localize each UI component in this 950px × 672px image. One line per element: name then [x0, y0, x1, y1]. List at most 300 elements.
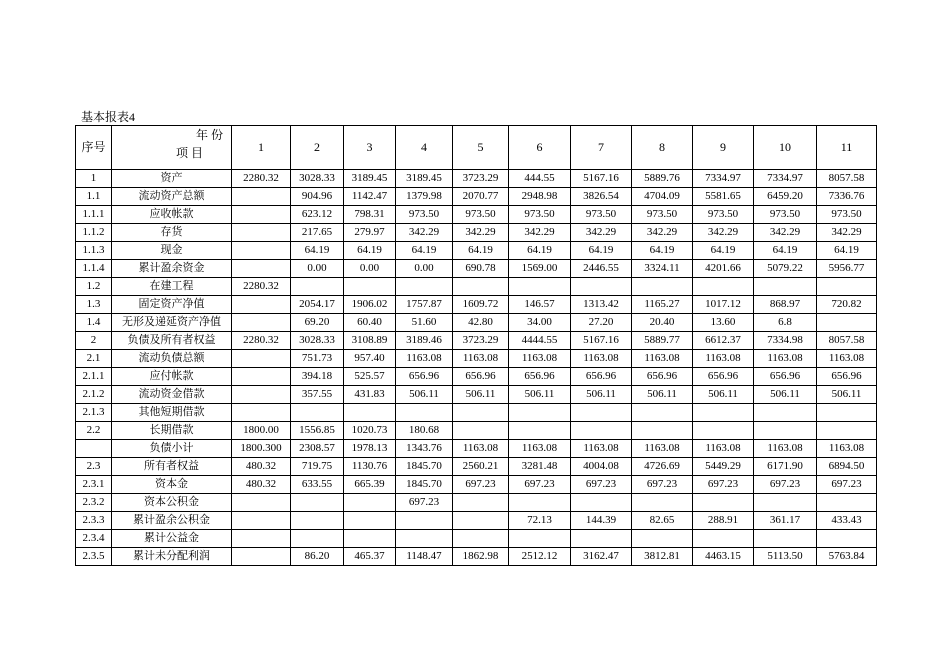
item-cell: 资本金: [112, 476, 232, 494]
value-cell: 1163.08: [396, 350, 453, 368]
year-header-cell: 5: [453, 126, 509, 170]
table-row: [76, 530, 877, 548]
value-cell: [509, 404, 571, 422]
value-cell: 69.20: [291, 314, 344, 332]
value-cell: 480.32: [232, 458, 291, 476]
value-cell: 1163.08: [453, 350, 509, 368]
value-cell: 279.97: [344, 224, 396, 242]
value-cell: [571, 494, 632, 512]
value-cell: 656.96: [571, 368, 632, 386]
value-cell: 973.50: [817, 206, 877, 224]
seq-cell: 2.3.1: [76, 476, 112, 494]
value-cell: [509, 422, 571, 440]
value-cell: 4444.55: [509, 332, 571, 350]
report-caption: 基本报表4: [81, 110, 136, 124]
value-cell: [232, 260, 291, 278]
value-cell: 633.55: [291, 476, 344, 494]
table-row: [76, 368, 877, 386]
value-cell: [232, 206, 291, 224]
item-header-label: 项 目: [176, 146, 204, 160]
value-cell: 64.19: [291, 242, 344, 260]
value-cell: [232, 224, 291, 242]
year-header-cell: 2: [291, 126, 344, 170]
value-cell: [232, 242, 291, 260]
value-cell: 342.29: [509, 224, 571, 242]
value-cell: 3826.54: [571, 188, 632, 206]
value-cell: 1163.08: [817, 350, 877, 368]
value-cell: 1163.08: [817, 440, 877, 458]
value-cell: 5763.84: [817, 548, 877, 566]
corner-header: [112, 126, 232, 170]
value-cell: 217.65: [291, 224, 344, 242]
value-cell: 480.32: [232, 476, 291, 494]
seq-cell: 2.3.5: [76, 548, 112, 566]
value-cell: [817, 404, 877, 422]
value-cell: 1163.08: [693, 440, 754, 458]
value-cell: 5167.16: [571, 332, 632, 350]
value-cell: 973.50: [396, 206, 453, 224]
value-cell: 719.75: [291, 458, 344, 476]
value-cell: 697.23: [693, 476, 754, 494]
value-cell: 506.11: [571, 386, 632, 404]
value-cell: 4463.15: [693, 548, 754, 566]
value-cell: [571, 530, 632, 548]
value-cell: 0.00: [396, 260, 453, 278]
value-cell: 342.29: [693, 224, 754, 242]
seq-cell: [76, 440, 112, 458]
value-cell: 5167.16: [571, 170, 632, 188]
value-cell: [693, 278, 754, 296]
value-cell: 64.19: [571, 242, 632, 260]
value-cell: 3162.47: [571, 548, 632, 566]
item-cell: 无形及递延资产净值: [112, 314, 232, 332]
value-cell: 623.12: [291, 206, 344, 224]
value-cell: 1906.02: [344, 296, 396, 314]
value-cell: 798.31: [344, 206, 396, 224]
value-cell: 973.50: [453, 206, 509, 224]
value-cell: [291, 530, 344, 548]
seq-cell: 1.1.4: [76, 260, 112, 278]
table-row: [76, 422, 877, 440]
value-cell: 751.73: [291, 350, 344, 368]
value-cell: 7334.98: [754, 332, 817, 350]
value-cell: [817, 422, 877, 440]
value-cell: 3028.33: [291, 170, 344, 188]
value-cell: 506.11: [817, 386, 877, 404]
value-cell: [693, 404, 754, 422]
year-header-cell: 6: [509, 126, 571, 170]
value-cell: [571, 422, 632, 440]
value-cell: [509, 278, 571, 296]
value-cell: [291, 404, 344, 422]
value-cell: 1845.70: [396, 458, 453, 476]
value-cell: 656.96: [396, 368, 453, 386]
value-cell: 973.50: [632, 206, 693, 224]
value-cell: 1845.70: [396, 476, 453, 494]
seq-cell: 1.2: [76, 278, 112, 296]
value-cell: 342.29: [817, 224, 877, 242]
value-cell: [232, 530, 291, 548]
value-cell: 5079.22: [754, 260, 817, 278]
value-cell: 3028.33: [291, 332, 344, 350]
value-cell: [344, 494, 396, 512]
value-cell: 34.00: [509, 314, 571, 332]
value-cell: 656.96: [632, 368, 693, 386]
balance-sheet-table: [75, 125, 877, 566]
item-cell: 资产: [112, 170, 232, 188]
value-cell: 2446.55: [571, 260, 632, 278]
value-cell: 361.17: [754, 512, 817, 530]
table-row: [76, 386, 877, 404]
value-cell: 394.18: [291, 368, 344, 386]
value-cell: 8057.58: [817, 332, 877, 350]
value-cell: 357.55: [291, 386, 344, 404]
table-row: [76, 332, 877, 350]
value-cell: [396, 512, 453, 530]
value-cell: [632, 422, 693, 440]
value-cell: [232, 404, 291, 422]
seq-cell: 1.1.3: [76, 242, 112, 260]
value-cell: [344, 404, 396, 422]
value-cell: 697.23: [817, 476, 877, 494]
value-cell: 1556.85: [291, 422, 344, 440]
value-cell: [453, 530, 509, 548]
value-cell: 1379.98: [396, 188, 453, 206]
value-cell: 3281.48: [509, 458, 571, 476]
item-cell: 累计盈余资金: [112, 260, 232, 278]
value-cell: 3723.29: [453, 170, 509, 188]
table-row: [76, 314, 877, 332]
year-header-cell: 1: [232, 126, 291, 170]
value-cell: 433.43: [817, 512, 877, 530]
value-cell: 697.23: [509, 476, 571, 494]
value-cell: [396, 278, 453, 296]
value-cell: 1163.08: [509, 350, 571, 368]
value-cell: 1165.27: [632, 296, 693, 314]
seq-cell: 1.3: [76, 296, 112, 314]
value-cell: 2280.32: [232, 332, 291, 350]
table-row: [76, 170, 877, 188]
item-cell: 累计未分配利润: [112, 548, 232, 566]
value-cell: 3812.81: [632, 548, 693, 566]
value-cell: 342.29: [396, 224, 453, 242]
item-cell: 固定资产净值: [112, 296, 232, 314]
value-cell: [396, 530, 453, 548]
item-cell: 累计公益金: [112, 530, 232, 548]
value-cell: 506.11: [453, 386, 509, 404]
value-cell: 1343.76: [396, 440, 453, 458]
year-header-cell: 10: [754, 126, 817, 170]
value-cell: 27.20: [571, 314, 632, 332]
value-cell: 3723.29: [453, 332, 509, 350]
year-header-cell: 9: [693, 126, 754, 170]
value-cell: 3108.89: [344, 332, 396, 350]
value-cell: 82.65: [632, 512, 693, 530]
seq-cell: 1.1.1: [76, 206, 112, 224]
table-row: [76, 278, 877, 296]
value-cell: 8057.58: [817, 170, 877, 188]
table-row: [76, 404, 877, 422]
value-cell: 506.11: [754, 386, 817, 404]
table-row: [76, 548, 877, 566]
seq-cell: 1.1.2: [76, 224, 112, 242]
value-cell: [344, 278, 396, 296]
item-cell: 流动负债总额: [112, 350, 232, 368]
value-cell: 1020.73: [344, 422, 396, 440]
value-cell: 1163.08: [632, 440, 693, 458]
value-cell: 1163.08: [754, 440, 817, 458]
value-cell: 525.57: [344, 368, 396, 386]
value-cell: 690.78: [453, 260, 509, 278]
value-cell: 1163.08: [453, 440, 509, 458]
value-cell: 1800.00: [232, 422, 291, 440]
value-cell: 146.57: [509, 296, 571, 314]
item-cell: 现金: [112, 242, 232, 260]
value-cell: 506.11: [396, 386, 453, 404]
value-cell: 720.82: [817, 296, 877, 314]
seq-cell: 2.3: [76, 458, 112, 476]
value-cell: 1163.08: [571, 440, 632, 458]
seq-cell: 2.3.4: [76, 530, 112, 548]
table-row: [76, 476, 877, 494]
value-cell: 957.40: [344, 350, 396, 368]
table-row: [76, 188, 877, 206]
value-cell: [754, 530, 817, 548]
value-cell: 64.19: [344, 242, 396, 260]
value-cell: [232, 350, 291, 368]
value-cell: 2560.21: [453, 458, 509, 476]
value-cell: [396, 404, 453, 422]
value-cell: 5581.65: [693, 188, 754, 206]
value-cell: 4704.09: [632, 188, 693, 206]
value-cell: 1800.300: [232, 440, 291, 458]
value-cell: 465.37: [344, 548, 396, 566]
value-cell: [754, 404, 817, 422]
value-cell: [754, 278, 817, 296]
value-cell: 6894.50: [817, 458, 877, 476]
value-cell: 506.11: [509, 386, 571, 404]
value-cell: [453, 422, 509, 440]
item-cell: 在建工程: [112, 278, 232, 296]
value-cell: 1163.08: [693, 350, 754, 368]
seq-cell: 1.4: [76, 314, 112, 332]
value-cell: 665.39: [344, 476, 396, 494]
value-cell: 697.23: [754, 476, 817, 494]
value-cell: 868.97: [754, 296, 817, 314]
seq-cell: 2.1.3: [76, 404, 112, 422]
table-row: [76, 512, 877, 530]
value-cell: [817, 530, 877, 548]
value-cell: 973.50: [693, 206, 754, 224]
year-header-cell: 4: [396, 126, 453, 170]
table-row: [76, 350, 877, 368]
value-cell: 1757.87: [396, 296, 453, 314]
value-cell: [344, 512, 396, 530]
value-cell: 64.19: [509, 242, 571, 260]
table-row: [76, 206, 877, 224]
value-cell: 1978.13: [344, 440, 396, 458]
value-cell: 1163.08: [754, 350, 817, 368]
value-cell: 0.00: [344, 260, 396, 278]
value-cell: [232, 296, 291, 314]
value-cell: 656.96: [693, 368, 754, 386]
item-cell: 资本公积金: [112, 494, 232, 512]
year-header-cell: 8: [632, 126, 693, 170]
value-cell: 697.23: [632, 476, 693, 494]
value-cell: [453, 278, 509, 296]
value-cell: 656.96: [817, 368, 877, 386]
value-cell: 20.40: [632, 314, 693, 332]
year-header-cell: 3: [344, 126, 396, 170]
value-cell: [693, 530, 754, 548]
value-cell: [571, 404, 632, 422]
table-row: [76, 242, 877, 260]
year-header-cell: 11: [817, 126, 877, 170]
value-cell: 5113.50: [754, 548, 817, 566]
value-cell: [817, 278, 877, 296]
value-cell: 1148.47: [396, 548, 453, 566]
value-cell: 6459.20: [754, 188, 817, 206]
value-cell: 904.96: [291, 188, 344, 206]
item-cell: 所有者权益: [112, 458, 232, 476]
value-cell: [632, 278, 693, 296]
item-cell: 存货: [112, 224, 232, 242]
item-cell: 流动资产总额: [112, 188, 232, 206]
value-cell: [344, 530, 396, 548]
value-cell: 1163.08: [509, 440, 571, 458]
value-cell: 1163.08: [632, 350, 693, 368]
value-cell: 697.23: [453, 476, 509, 494]
value-cell: 1862.98: [453, 548, 509, 566]
seq-cell: 1: [76, 170, 112, 188]
table-row: [76, 296, 877, 314]
value-cell: 3189.46: [396, 332, 453, 350]
seq-cell: 2.1.1: [76, 368, 112, 386]
value-cell: 5889.77: [632, 332, 693, 350]
seq-cell: 2.3.3: [76, 512, 112, 530]
seq-cell: 2.1.2: [76, 386, 112, 404]
value-cell: [453, 494, 509, 512]
value-cell: 86.20: [291, 548, 344, 566]
item-cell: 累计盈余公积金: [112, 512, 232, 530]
value-cell: 444.55: [509, 170, 571, 188]
value-cell: 6.8: [754, 314, 817, 332]
value-cell: 1609.72: [453, 296, 509, 314]
value-cell: [509, 530, 571, 548]
item-cell: 其他短期借款: [112, 404, 232, 422]
value-cell: [291, 278, 344, 296]
seq-cell: 2.1: [76, 350, 112, 368]
item-cell: 长期借款: [112, 422, 232, 440]
value-cell: 506.11: [693, 386, 754, 404]
table-row: [76, 440, 877, 458]
table-row: [76, 494, 877, 512]
item-cell: 负债小计: [112, 440, 232, 458]
value-cell: 1142.47: [344, 188, 396, 206]
value-cell: 431.83: [344, 386, 396, 404]
value-cell: [693, 494, 754, 512]
value-cell: 2308.57: [291, 440, 344, 458]
value-cell: [232, 368, 291, 386]
value-cell: 64.19: [754, 242, 817, 260]
value-cell: [571, 278, 632, 296]
value-cell: 2054.17: [291, 296, 344, 314]
value-cell: 1130.76: [344, 458, 396, 476]
table-row: [76, 224, 877, 242]
value-cell: 4004.08: [571, 458, 632, 476]
value-cell: 697.23: [396, 494, 453, 512]
value-cell: [754, 422, 817, 440]
value-cell: 656.96: [453, 368, 509, 386]
seq-header: 序号: [76, 126, 112, 170]
table-row: [76, 260, 877, 278]
value-cell: 4726.69: [632, 458, 693, 476]
value-cell: 2512.12: [509, 548, 571, 566]
header-row: [76, 126, 877, 170]
item-cell: 负债及所有者权益: [112, 332, 232, 350]
value-cell: [453, 404, 509, 422]
value-cell: 1017.12: [693, 296, 754, 314]
value-cell: [754, 494, 817, 512]
value-cell: 342.29: [453, 224, 509, 242]
value-cell: 3189.45: [396, 170, 453, 188]
value-cell: 1313.42: [571, 296, 632, 314]
value-cell: 2280.32: [232, 170, 291, 188]
value-cell: 656.96: [509, 368, 571, 386]
value-cell: 13.60: [693, 314, 754, 332]
value-cell: [232, 386, 291, 404]
value-cell: 64.19: [632, 242, 693, 260]
value-cell: 144.39: [571, 512, 632, 530]
seq-cell: 1.1: [76, 188, 112, 206]
value-cell: [693, 422, 754, 440]
seq-cell: 2.3.2: [76, 494, 112, 512]
value-cell: 973.50: [509, 206, 571, 224]
value-cell: 7334.97: [693, 170, 754, 188]
value-cell: 0.00: [291, 260, 344, 278]
value-cell: [232, 314, 291, 332]
value-cell: 1569.00: [509, 260, 571, 278]
value-cell: 7336.76: [817, 188, 877, 206]
value-cell: 7334.97: [754, 170, 817, 188]
value-cell: 342.29: [632, 224, 693, 242]
value-cell: 342.29: [754, 224, 817, 242]
value-cell: [232, 548, 291, 566]
year-header-cell: 7: [571, 126, 632, 170]
value-cell: 72.13: [509, 512, 571, 530]
value-cell: 5889.76: [632, 170, 693, 188]
value-cell: [817, 494, 877, 512]
seq-cell: 2: [76, 332, 112, 350]
value-cell: [291, 512, 344, 530]
value-cell: 64.19: [693, 242, 754, 260]
value-cell: 5449.29: [693, 458, 754, 476]
value-cell: [817, 314, 877, 332]
value-cell: 2280.32: [232, 278, 291, 296]
table-row: [76, 458, 877, 476]
value-cell: 2948.98: [509, 188, 571, 206]
value-cell: [232, 188, 291, 206]
value-cell: 4201.66: [693, 260, 754, 278]
value-cell: 697.23: [571, 476, 632, 494]
value-cell: 6612.37: [693, 332, 754, 350]
value-cell: 60.40: [344, 314, 396, 332]
value-cell: [232, 494, 291, 512]
value-cell: [632, 494, 693, 512]
value-cell: 973.50: [571, 206, 632, 224]
value-cell: 656.96: [754, 368, 817, 386]
value-cell: [291, 494, 344, 512]
